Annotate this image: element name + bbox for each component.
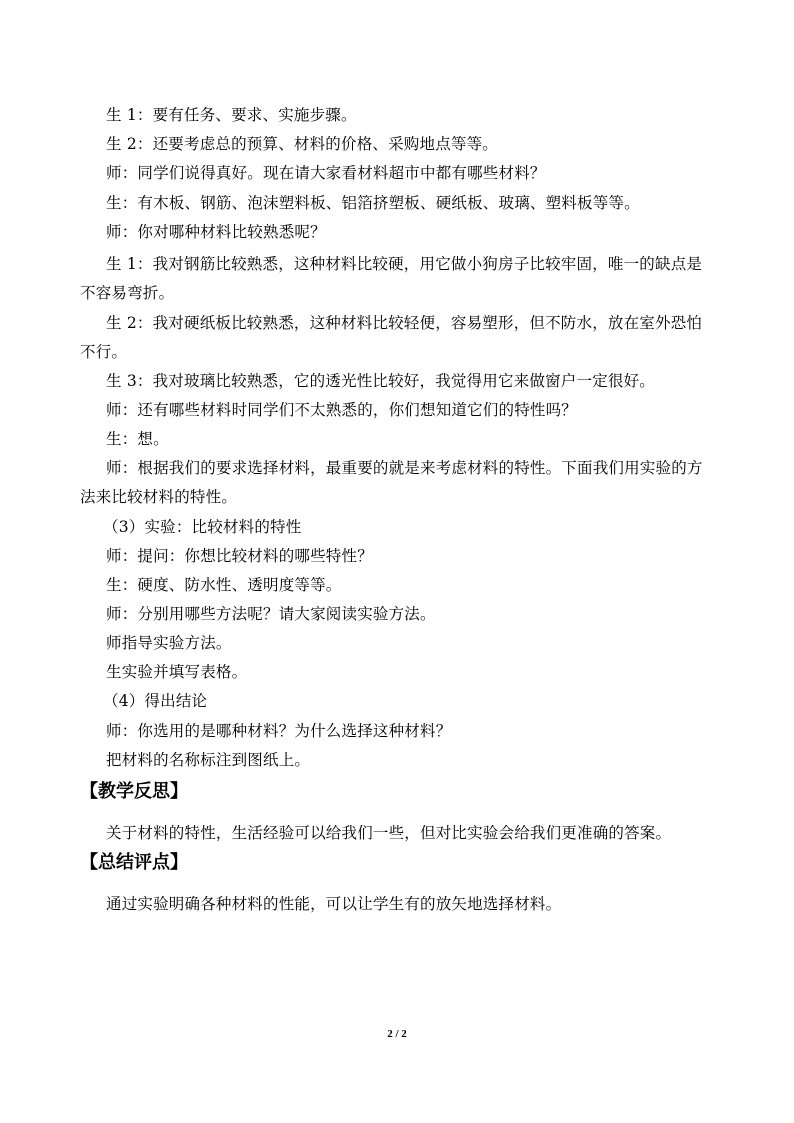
dialogue-line-continuation: 不行。 <box>80 343 128 361</box>
dialogue-line: 生 2：还要考虑总的预算、材料的价格、采购地点等等。 <box>106 135 498 153</box>
summary-text: 通过实验明确各种材料的性能，可以让学生有的放矢地选择材料。 <box>106 895 562 913</box>
reflection-heading: 【教学反思】 <box>80 781 188 802</box>
dialogue-line: 师：分别用哪些方法呢？请大家阅读实验方法。 <box>106 605 436 623</box>
dialogue-line: 生：想。 <box>106 430 169 448</box>
dialogue-line: 生：硬度、防水性、透明度等等。 <box>106 576 342 594</box>
section-step: （4）得出结论 <box>103 692 208 710</box>
dialogue-line-continuation: 不容易弯折。 <box>80 284 175 302</box>
dialogue-line: 师：提问：你想比较材料的哪些特性？ <box>106 547 373 565</box>
dialogue-line-continuation: 法来比较材料的特性。 <box>80 488 238 506</box>
page-number: 2 / 2 <box>387 1028 407 1040</box>
dialogue-line: 生：有木板、钢筋、泡沫塑料板、铝箔挤塑板、硬纸板、玻璃、塑料板等等。 <box>106 194 640 212</box>
summary-heading: 【总结评点】 <box>80 852 188 873</box>
dialogue-line: 师：你对哪种材料比较熟悉呢？ <box>106 223 326 241</box>
dialogue-line: 师：还有哪些材料时同学们不太熟悉的，你们想知道它们的特性吗？ <box>106 401 578 419</box>
section-step: （3）实验：比较材料的特性 <box>103 518 302 536</box>
dialogue-line: 师指导实验方法。 <box>106 634 232 652</box>
dialogue-line: 生 1：要有任务、要求、实施步骤。 <box>106 106 357 124</box>
dialogue-line: 生 1：我对钢筋比较熟悉，这种材料比较硬，用它做小狗房子比较牢固，唯一的缺点是 <box>106 255 703 273</box>
dialogue-line: 生实验并填写表格。 <box>106 663 248 681</box>
reflection-text: 关于材料的特性，生活经验可以给我们一些，但对比实验会给我们更准确的答案。 <box>106 824 672 842</box>
dialogue-line: 师：同学们说得真好。现在请大家看材料超市中都有哪些材料？ <box>106 164 546 182</box>
dialogue-line: 师：根据我们的要求选择材料，最重要的就是来考虑材料的特性。下面我们用实验的方 <box>106 459 703 477</box>
dialogue-line: 师：你选用的是哪种材料？为什么选择这种材料？ <box>106 722 452 740</box>
dialogue-line: 把材料的名称标注到图纸上。 <box>106 751 311 769</box>
dialogue-line: 生 3：我对玻璃比较熟悉，它的透光性比较好，我觉得用它来做窗户一定很好。 <box>106 372 655 390</box>
dialogue-line: 生 2：我对硬纸板比较熟悉，这种材料比较轻便，容易塑形，但不防水，放在室外恐怕 <box>106 314 703 332</box>
